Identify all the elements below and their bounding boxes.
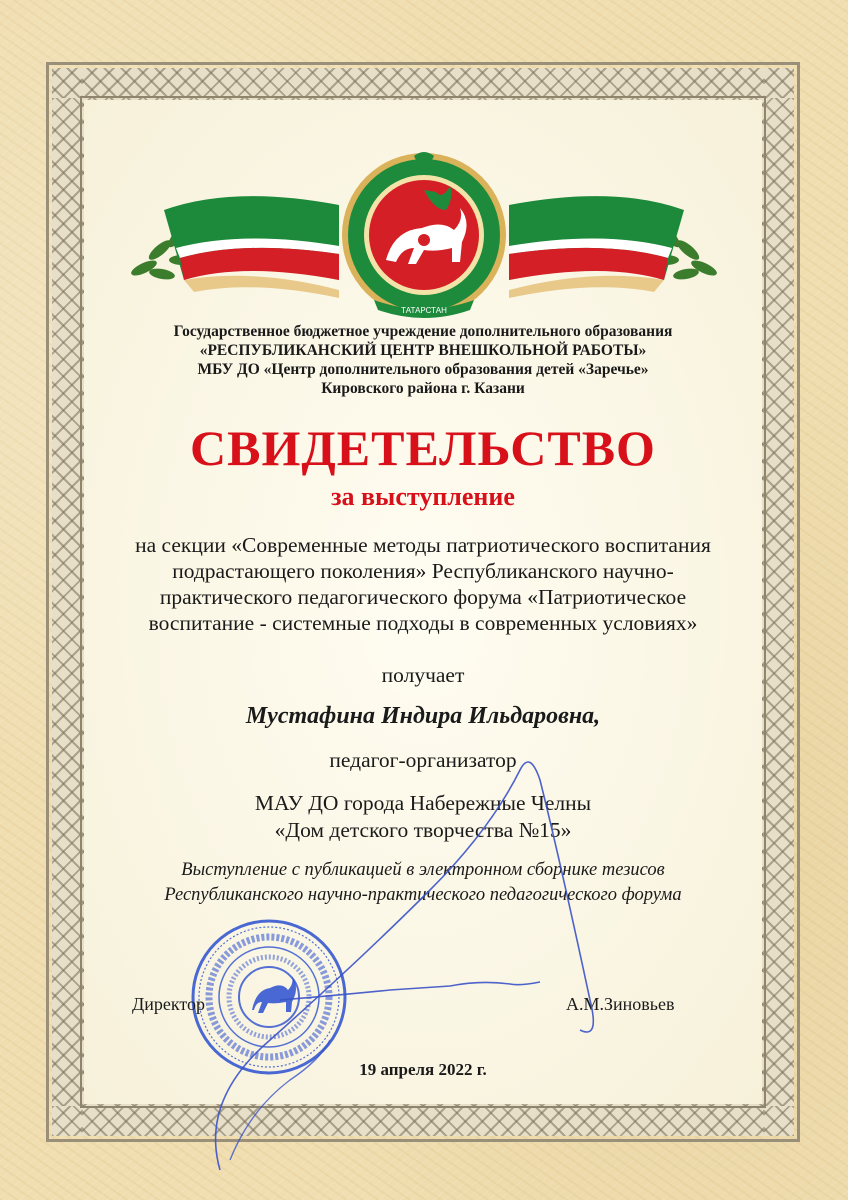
org-line-1: МАУ ДО города Набережные Челны [254, 791, 592, 815]
certificate-subtitle: за выступление [331, 482, 515, 511]
body-line-1: на секции «Современные методы патриотического воспитания [135, 533, 711, 557]
body-line-3: практического педагогического форума «Патриотическое [159, 585, 687, 609]
org-line-2: «Дом детского творчества №15» [274, 818, 572, 842]
director-label: Директор [132, 994, 206, 1014]
issuer-line-3: МБУ ДО «Центр дополнительного образования детей «Заречье» [197, 361, 649, 378]
issue-date: 19 апреля 2022 г. [359, 1060, 487, 1079]
recipient-name: Мустафина Индира Ильдаровна, [245, 703, 601, 729]
note-line-2: Республиканского научно-практического педагогического форума [164, 885, 682, 905]
receives-label: получает [381, 663, 465, 687]
body-line-2: подрастающего поколения» Республиканского научно- [172, 559, 674, 583]
certificate-body [84, 532, 762, 636]
issuer-line-1: Государственное бюджетное учреждение дополнительного образования [173, 323, 673, 340]
recipient-position: педагог-организатор [329, 748, 517, 772]
signer-name: А.М.Зиновьев [566, 994, 675, 1014]
recipient-organization [84, 790, 762, 844]
note-line-1: Выступление с публикацией в электронном сборнике тезисов [181, 860, 665, 880]
body-line-4: воспитание - системные подходы в современных условиях» [148, 611, 698, 635]
publication-note [84, 858, 762, 908]
emblem-ribbon-text: ТАТАРСТАН [401, 306, 447, 315]
certificate-title: СВИДЕТЕЛЬСТВО [190, 420, 656, 476]
tatarstan-emblem-icon [124, 150, 724, 320]
issuer-line-4: Кировского района г. Казани [321, 380, 525, 397]
issuer-header [84, 322, 762, 398]
seal-stamp-icon [190, 918, 348, 1076]
issuer-line-2: «РЕСПУБЛИКАНСКИЙ ЦЕНТР ВНЕШКОЛЬНОЙ РАБОТЫ» [199, 342, 647, 359]
